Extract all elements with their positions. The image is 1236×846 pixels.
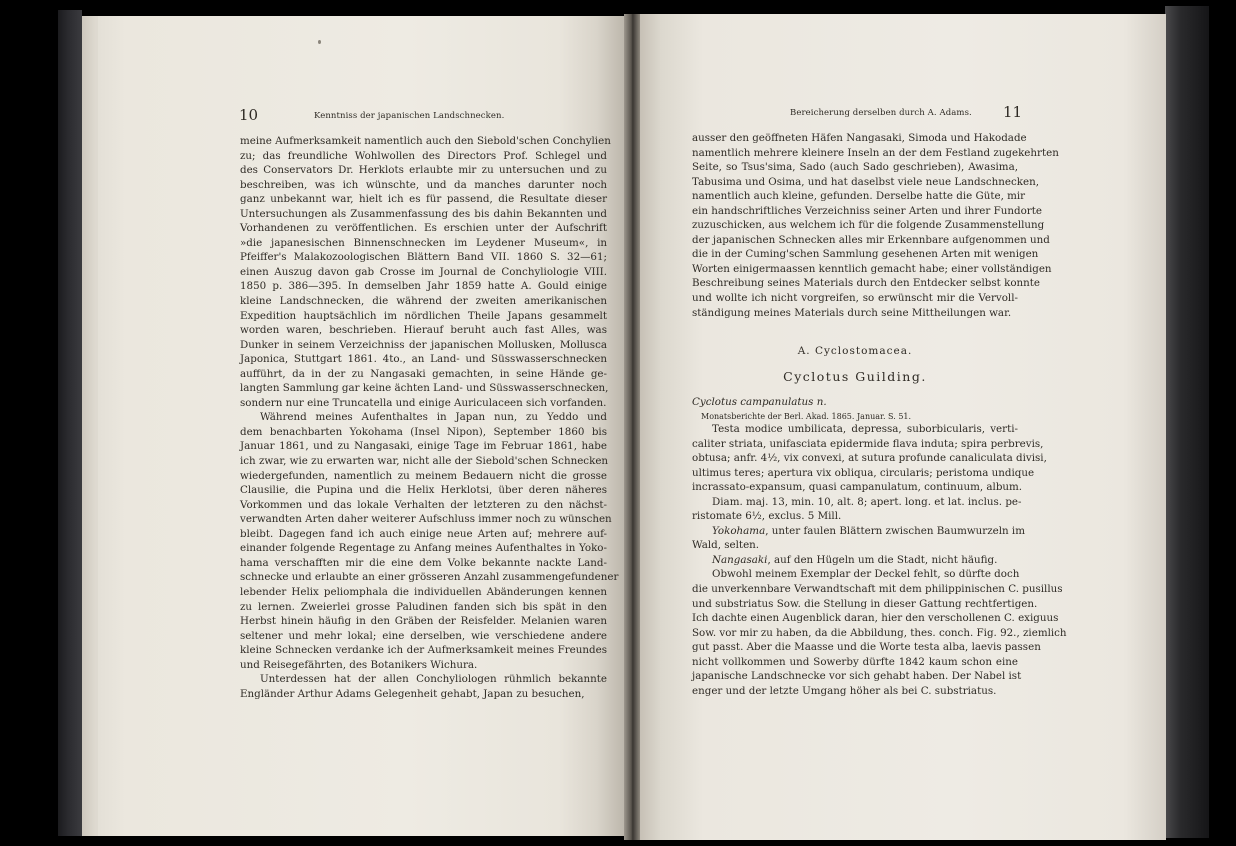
text-line: die unverkennbare Verwandtschaft mit dem philippinischen C. pusillus	[692, 583, 1063, 596]
locality-name: Nangasaki	[712, 553, 768, 566]
text-line: und substriatus Sow. die Stellung in dieser Gattung rechtfertigen.	[692, 597, 1038, 610]
text-line: seltener und mehr lokal; eine derselben, wie verschiedene andere	[240, 629, 607, 642]
text-line: aufführt, da in der zu Nangasaki gemachten, in seine Hände ge-	[240, 367, 607, 380]
text-line: Während meines Aufenthaltes in Japan nun, zu Yeddo und	[260, 411, 607, 424]
text-line: hama verschafften mir die eine dem Volke bekannte nackte Land-	[240, 556, 607, 569]
text-line: caliter striata, unifasciata epidermide flava induta; spira perbrevis,	[692, 437, 1044, 450]
text-line: gut passt. Aber die Maasse und die Worte testa alba, laevis passen	[692, 641, 1041, 654]
text-line: Japonica, Stuttgart 1861. 4to., an Land- und Süsswasserschnecken	[240, 353, 607, 366]
species-citation: Monatsberichte der Berl. Akad. 1865. Januar. S. 51.	[701, 411, 912, 421]
book-cover-right	[1165, 6, 1209, 838]
text-line: Sow. vor mir zu haben, da die Abbildung, thes. conch. Fig. 92., ziemlich	[692, 626, 1067, 639]
text-line: bleibt. Dagegen fand ich auch einige neue Arten auf; mehrere auf-	[240, 527, 607, 540]
text-line: Testa modice umbilicata, depressa, suborbicularis, verti-	[712, 423, 1018, 435]
section-heading: A. Cyclostomacea.	[797, 345, 913, 357]
text-line: nicht vollkommen und Sowerby dürfte 1842 kaum schon eine	[692, 655, 1018, 668]
page-number: 11	[1003, 103, 1023, 121]
text-line: Herbst hinein häufig in den Gräben der Reisfelder. Melanien waren	[240, 615, 607, 628]
text-line: ein handschriftliches Verzeichniss seiner Arten und ihrer Fundorte	[692, 204, 1042, 217]
text-line: ich zwar, wie zu erwarten war, nicht alle der Siebold'schen Schnecken	[240, 455, 609, 468]
text-line: Pfeiffer's Malakozoologischen Blättern Band VII. 1860 S. 32—61;	[240, 251, 607, 264]
text-line: zu; das freundliche Wohlwollen des Directors Prof. Schlegel und	[240, 149, 607, 162]
book-gutter	[624, 14, 640, 840]
text-line: Beschreibung seines Materials durch den Entdecker selbst konnte	[692, 277, 1041, 290]
text-line: Nangasaki, auf den Hügeln um die Stadt, nicht häufig.	[712, 553, 998, 566]
species-block	[692, 395, 1018, 424]
text-line: ristomate 6½, exclus. 5 Mill.	[692, 510, 842, 523]
right-body-text-bottom	[692, 422, 1067, 698]
text-line: einen Auszug davon gab Crosse im Journal de Conchyliologie VIII.	[240, 265, 607, 278]
text-line: ausser den geöffneten Häfen Nangasaki, Simoda und Hakodade	[692, 132, 1027, 144]
text-line: und wollte ich nicht vorgreifen, so erwünscht mir die Vervoll-	[692, 292, 1018, 305]
running-head: Kenntniss der japanischen Landschnecken.	[314, 111, 505, 121]
running-head: Bereicherung derselben durch A. Adams.	[790, 108, 972, 118]
text-line: zu lernen. Zweierlei grosse Paludinen fanden sich bis spät in den	[240, 600, 607, 613]
text-line: Yokohama, unter faulen Blättern zwischen Baumwurzeln im	[712, 524, 1025, 537]
text-line: incrassato-expansum, quasi campanulatum, continuum, album.	[692, 481, 1023, 494]
text-line: Unterdessen hat der allen Conchyliologen rühmlich bekannte	[260, 673, 607, 686]
text-line: meine Aufmerksamkeit namentlich auch den Siebold'schen Conchylien	[240, 135, 611, 147]
text-line: obtusa; anfr. 4½, vix convexi, at sutura profunde canaliculata divisi,	[692, 452, 1047, 465]
text-line: wiedergefunden, namentlich zu meinem Bedauern nicht die grosse	[240, 469, 607, 482]
text-line: namentlich auch kleine, gefunden. Derselbe hatte die Güte, mir	[692, 190, 1026, 203]
right-page	[640, 14, 1166, 840]
page-edge-stack	[82, 16, 98, 836]
text-line: langten Sammlung gar keine ächten Land- und Süsswasserschnecken,	[240, 382, 609, 395]
text-line: Vorkommen und das lokale Verhalten der letzteren zu den nächst-	[240, 498, 607, 511]
right-page-header	[640, 103, 1166, 123]
text-line: kleine Schnecken verdanke ich der Aufmerksamkeit meines Freundes	[240, 644, 607, 657]
text-line: Diam. maj. 13, min. 10, alt. 8; apert. long. et lat. inclus. pe-	[712, 495, 1022, 508]
text-line: Tabusima und Osima, und hat daselbst viele neue Landschnecken,	[692, 175, 1039, 188]
text-line: Januar 1861, und zu Nangasaki, einige Tage im Februar 1861, habe	[240, 440, 607, 453]
text-line: ganz unbekannt war, hielt ich es für passend, die Resultate dieser	[240, 193, 607, 206]
text-line: des Conservators Dr. Herklots erlaubte mir zu untersuchen und zu	[240, 164, 607, 177]
page-speck	[318, 40, 321, 44]
text-line: und Reisegefährten, des Botanikers Wichura.	[240, 658, 478, 671]
text-line: Wald, selten.	[692, 539, 760, 552]
text-line: Expedition hauptsächlich im nördlichen Theile Japans gesammelt	[240, 309, 607, 322]
text-line: der japanischen Schnecken alles mir Erkennbare aufgenommen und	[692, 233, 1050, 246]
text-line: die in der Cuming'schen Sammlung gesehenen Arten mit wenigen	[692, 248, 1039, 261]
text-line: namentlich mehrere kleinere Inseln an der dem Festland zugekehrten	[692, 146, 1059, 159]
text-line: einander folgende Regentage zu Anfang meines Aufenthaltes in Yoko-	[240, 542, 607, 555]
text-line: ständigung meines Materials durch seine Mittheilungen war.	[692, 306, 1012, 319]
text-line: beschreiben, was ich wünschte, und da manches darunter noch	[240, 178, 607, 191]
text-line: Dunker in seinem Verzeichniss der japanischen Mollusken, Mollusca	[240, 338, 607, 351]
text-line: schnecke und erlaubte an einer grösseren Anzahl zusammengefundener	[240, 571, 619, 584]
text-line: Engländer Arthur Adams Gelegenheit gehabt, Japan zu besuchen,	[240, 687, 585, 700]
text-line: Obwohl meinem Exemplar der Deckel fehlt, so dürfte doch	[712, 568, 1020, 581]
page-number: 10	[239, 106, 259, 124]
text-line: dem benachbarten Yokohama (Insel Nipon), September 1860 bis	[240, 425, 607, 438]
text-line: lebender Helix peliomphala die individuellen Abänderungen kennen	[240, 585, 607, 598]
text-line: 1850 p. 386—395. In demselben Jahr 1859 hatte A. Gould einige	[240, 280, 607, 293]
text-line: Untersuchungen als Zusammenfassung des bis dahin Bekannten und	[240, 207, 607, 220]
text-line: Ich dachte einen Augenblick daran, hier den verschollenen C. exiguus	[692, 612, 1059, 625]
text-line: Worten einigermaassen kenntlich gemacht habe; einer vollständigen	[692, 262, 1052, 275]
book-cover-left	[58, 10, 82, 836]
text-line: ultimus teres; apertura vix obliqua, circularis; peristoma undique	[692, 466, 1035, 479]
text-line: japanische Landschnecke vor sich gehabt haben. Der Nabel ist	[692, 670, 1022, 683]
text-line: worden waren, beschrieben. Hierauf beruht auch fast Alles, was	[240, 324, 607, 337]
text-line: Clausilie, die Pupina und die Helix Herklotsi, über deren näheres	[240, 484, 607, 497]
locality-name: Yokohama	[712, 524, 766, 537]
species-name: Cyclotus campanulatus n.	[692, 396, 827, 408]
left-page-header	[82, 106, 624, 126]
text-line: »die japanesischen Binnenschnecken im Leydener Museum«, in	[240, 236, 607, 249]
text-line: zuzuschicken, aus welchem ich für die folgende Zusammenstellung	[692, 219, 1045, 232]
text-line: Vorhandenen zu veröffentlichen. Es erschien unter der Aufschrift	[240, 222, 607, 235]
text-line: Seite, so Tsus'sima, Sado (auch Sado geschrieben), Awasima,	[692, 161, 1018, 174]
left-page	[82, 16, 624, 836]
text-line: verwandten Arten daher weiterer Aufschluss immer noch zu wünschen	[240, 513, 612, 526]
right-body-text-top	[692, 131, 1059, 320]
genus-heading: Cyclotus Guilding.	[783, 369, 927, 384]
left-body-text	[240, 134, 619, 701]
text-line: kleine Landschnecken, die während der zweiten amerikanischen	[240, 295, 607, 308]
text-line: sondern nur eine Truncatella und einige Auriculaceen sich vorfanden.	[240, 396, 607, 409]
text-line: enger und der letzte Umgang höher als bei C. substriatus.	[692, 684, 997, 697]
